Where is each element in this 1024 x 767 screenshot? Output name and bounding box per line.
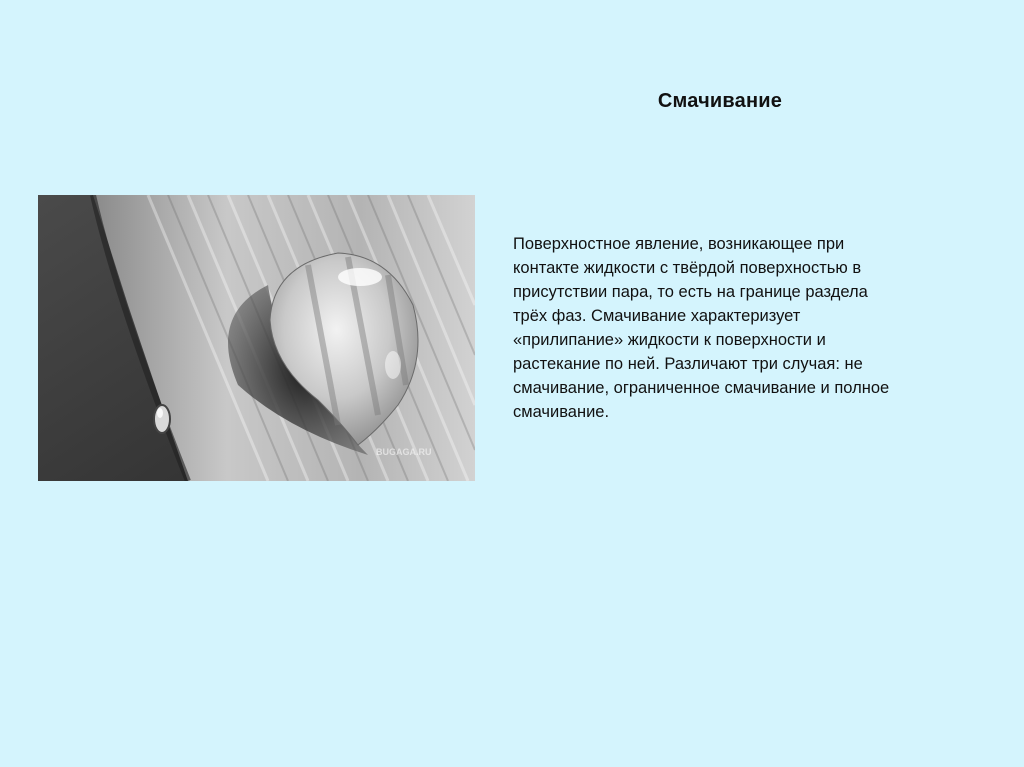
slide-body-text: Поверхностное явление, возникающее при контакте жидкости с твёрдой поверхностью в присутствии пара, то есть на границе раздела трёх фаз. Смачивание характеризует «прилипание» жидкости к поверхности и растекание по ней. Различают три случая: не смачивание, ограниченное смачивание и полное смачивание. <box>513 235 890 421</box>
photo-watermark: BUGAGA.RU <box>376 447 432 457</box>
water-drop-photo <box>38 195 475 481</box>
slide-title: Смачивание <box>657 90 783 112</box>
